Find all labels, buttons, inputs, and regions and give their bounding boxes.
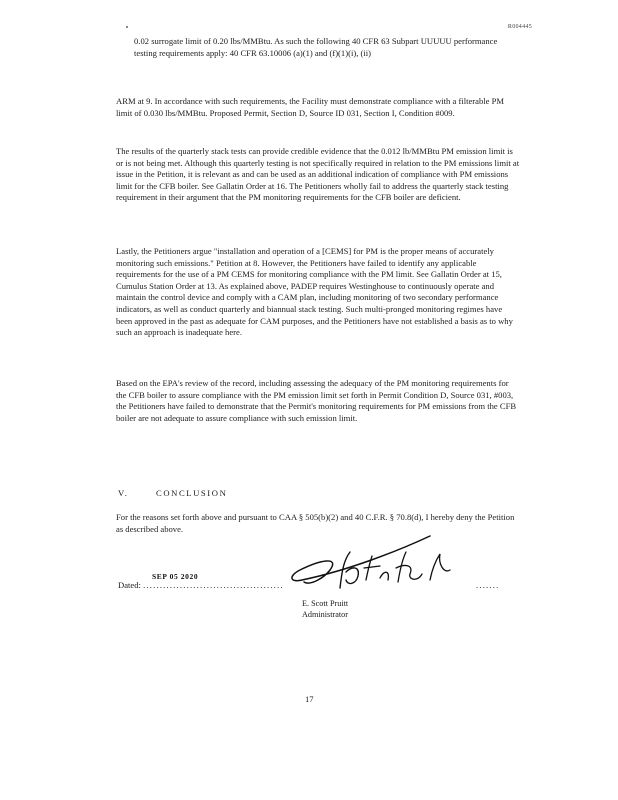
section-number: V. xyxy=(118,488,129,498)
date-stamp: SEP 05 2020 xyxy=(152,572,199,581)
signer-block xyxy=(302,598,348,620)
paragraph-5: Based on the EPA's review of the record, including assessing the adequacy of the PM monitoring requirements for the CFB boiler to assure compliance with the PM emission limit set forth in Permit Condition D, Source 031, #003, the Petitioners have failed to demonstrate that the Permit's monitoring requirements for PM emissions from the CFB boiler are not adequate to assure compliance with such emission limit. xyxy=(116,378,517,423)
scan-mark xyxy=(126,26,128,28)
signature-line-dots: ....... xyxy=(476,580,500,590)
conclusion-paragraph: For the reasons set forth above and pursuant to CAA § 505(b)(2) and 40 C.F.R. § 70.8(d), I hereby deny the Petition as described above. xyxy=(116,512,515,534)
paragraph-1: 0.02 surrogate limit of 0.20 lbs/MMBtu. As such the following 40 CFR 63 Subpart UUUUU performance testing requirements apply: 40 CFR 63.10006 (a)(1) and (f)(1)(i), (ii) xyxy=(134,36,498,58)
signer-title: Administrator xyxy=(302,610,348,619)
dated-line xyxy=(118,580,284,590)
section-title: CONCLUSION xyxy=(156,488,228,498)
dated-label: Dated: xyxy=(118,580,141,590)
page-number: 17 xyxy=(305,694,314,704)
paragraph-2: ARM at 9. In accordance with such requirements, the Facility must demonstrate compliance with a filterable PM limit of 0.030 lbs/MMBtu. Proposed Permit, Section D, Source ID 031, Section I, Condition #009. xyxy=(116,96,505,118)
signer-name: E. Scott Pruitt xyxy=(302,599,349,608)
bates-number: R004445 xyxy=(507,24,532,30)
paragraph-3: The results of the quarterly stack tests can provide credible evidence that the 0.012 lb/MMBtu PM emission limit is or is not being met. Although this quarterly testing is not specifically required in relation to the PM emissions limit at issue in the Petition, it is relevant as and can be used as an additional indication of compliance with PM emissions limit for the CFB boiler. See Gallatin Order at 16. The Petitioners wholly fail to address the quarterly stack testing requirement in their argument that the PM monitoring requirements for the CFB boiler are deficient. xyxy=(116,146,520,203)
section-heading xyxy=(118,488,227,498)
signature-image xyxy=(280,530,480,594)
paragraph-4: Lastly, the Petitioners argue "installation and operation of a [CEMS] for PM is the proper means of accurately monitoring such emissions." Petition at 8. However, the Petitioners have failed to identify any applicable requirements for the use of a PM CEMS for monitoring compliance with the PM limit. See Gallatin Order at 15, Cumulus Station Order at 13. As explained above, PADEP requires Westinghouse to continuously operate and maintain the control device and comply with a CAM plan, including monitoring of two secondary performance indicators, as well as conduct quarterly and biannual stack testing. Such multi-pronged monitoring regimes have been approved in the past as adequate for CAM purposes, and the Petitioners have not established a basis as to why such an approach is inadequate here. xyxy=(116,246,513,338)
dated-dots: .......................................... xyxy=(143,580,284,590)
